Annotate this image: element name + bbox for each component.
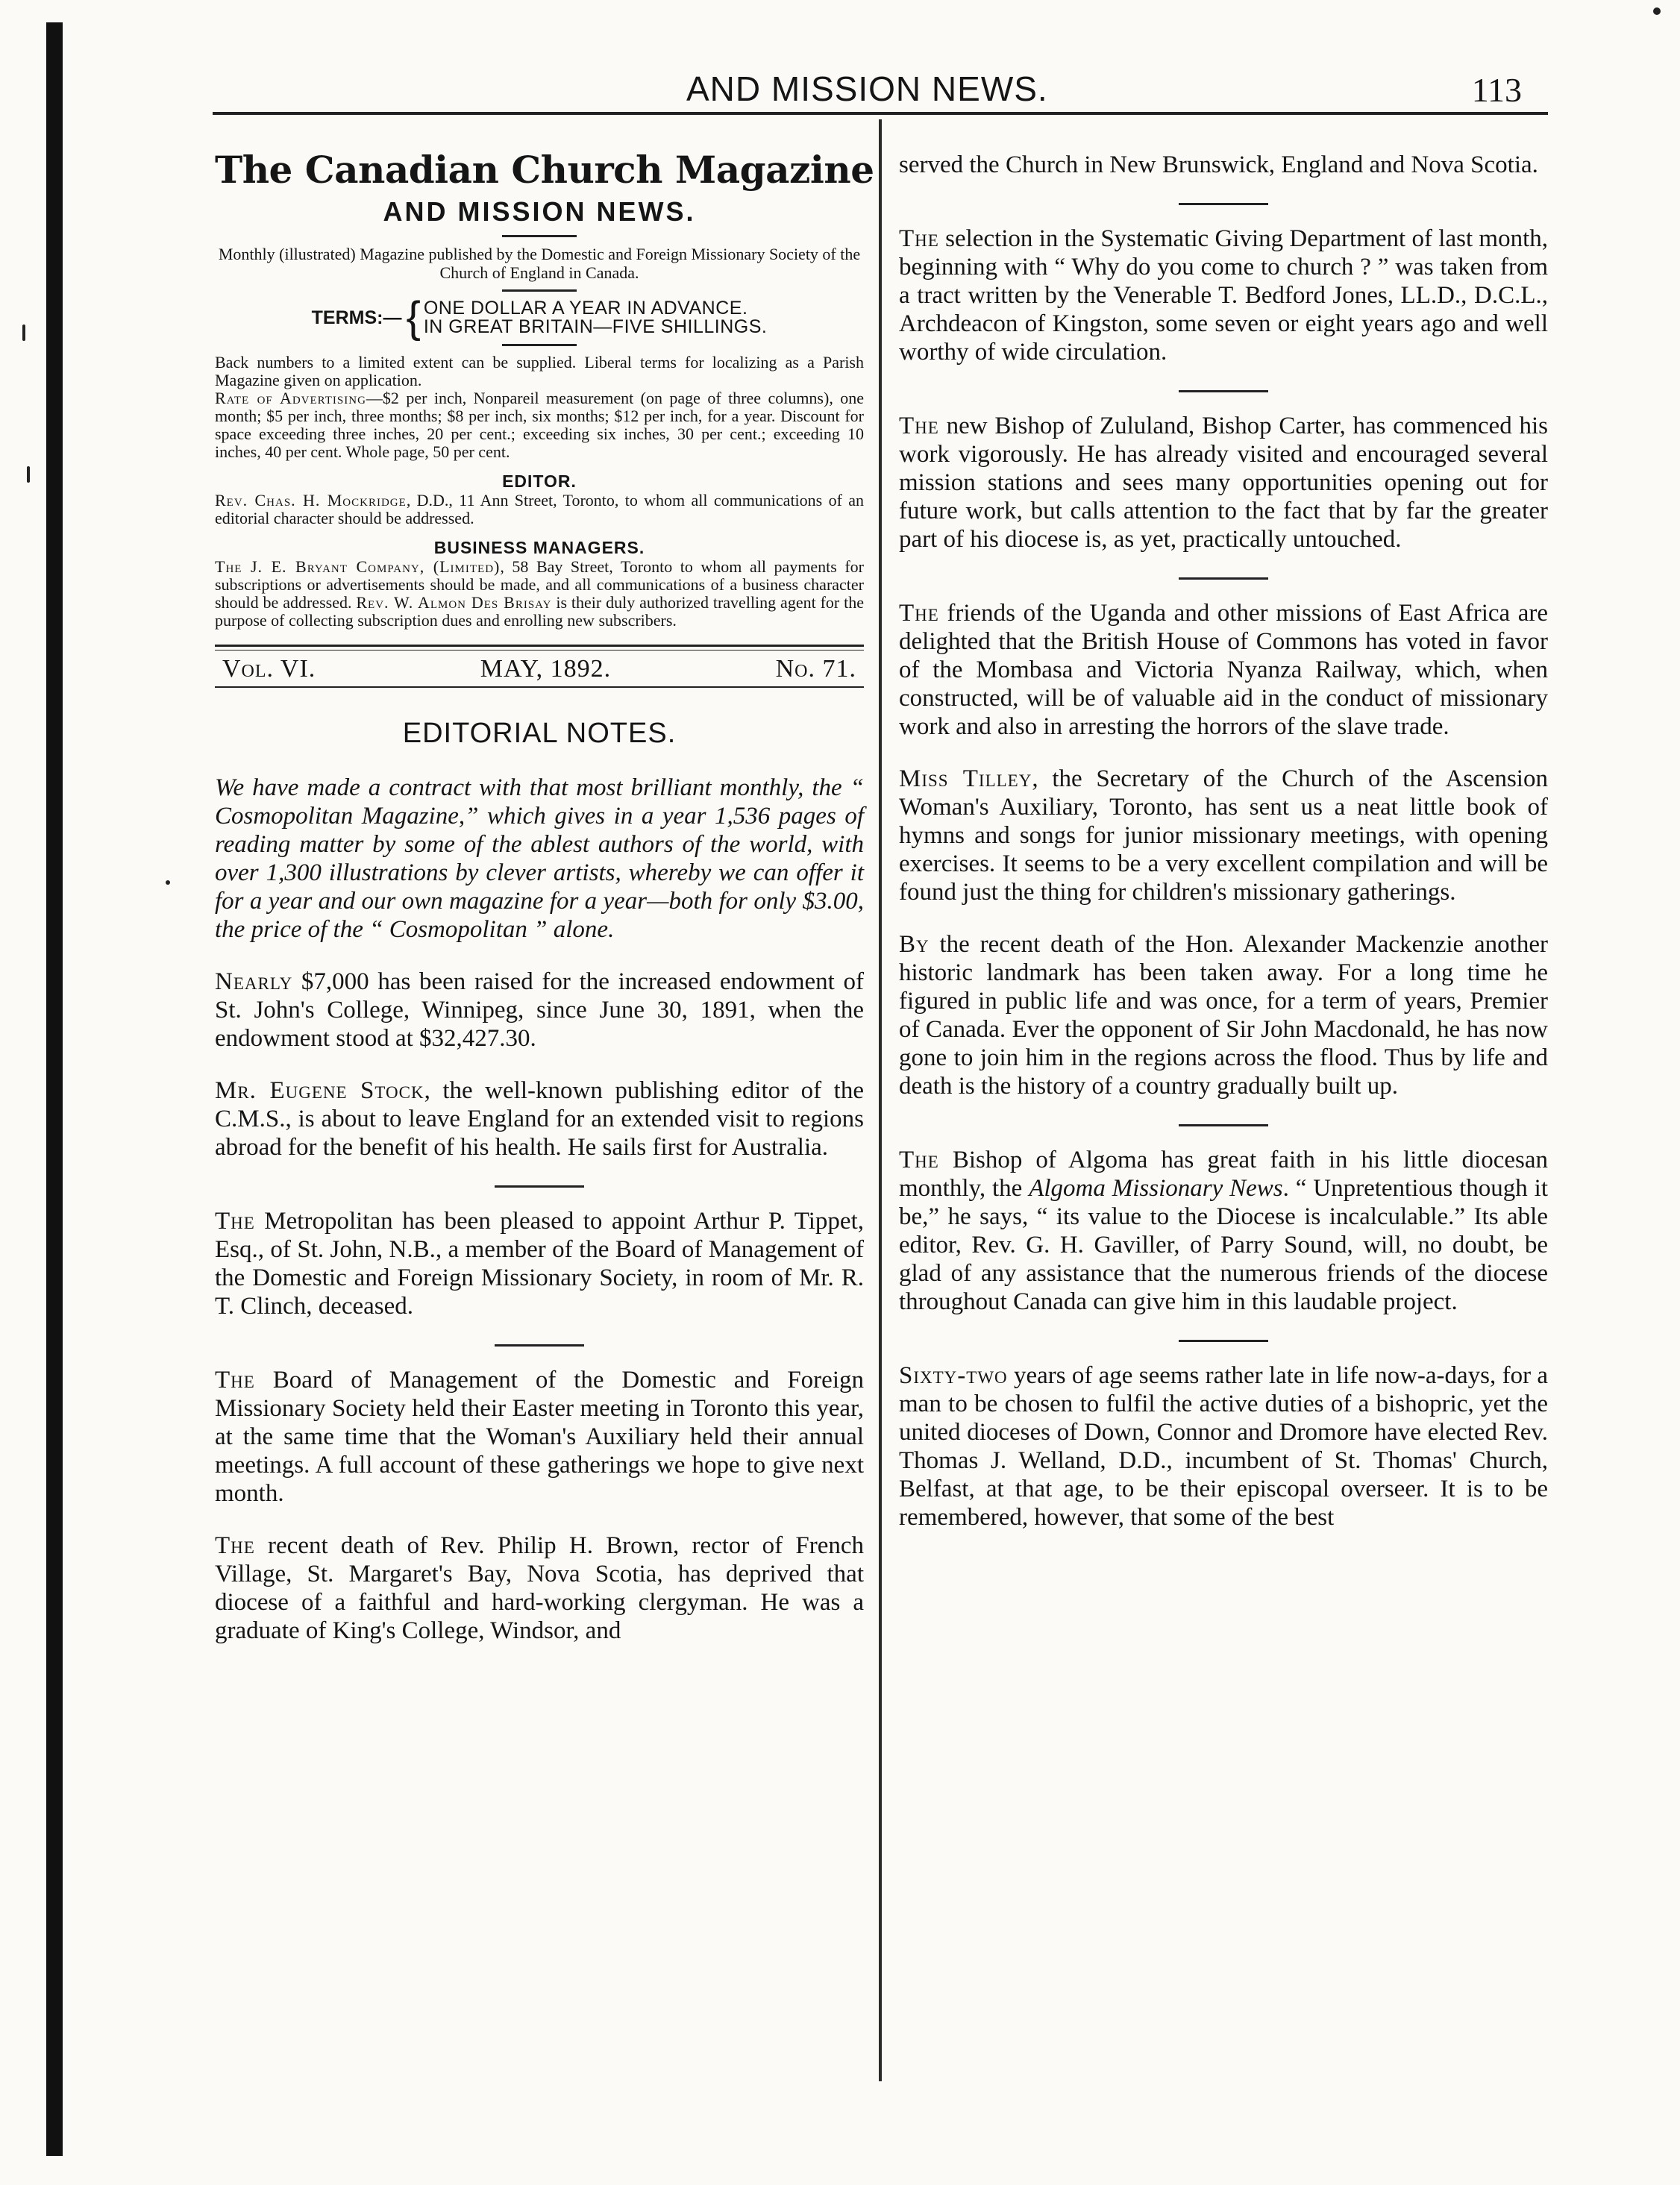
- paragraph-text: friends of the Uganda and other missions of East Africa are delighted that the British House of Commons has voted in favor of the Mombasa and Victoria Nyanza Railway, which, when constructed, will be of valuable aid in the conduct of missionary work and also in arresting the horrors of the slave trade.: [899, 600, 1548, 740]
- paragraph-text: Metropolitan has been pleased to appoint Arthur P. Tippet, Esq., of St. John, N.B., a member of the Board of Management of the Domestic and Foreign Missionary Society, in room of Mr. R. T. Clinch, deceased.: [215, 1208, 864, 1320]
- paragraph-text: new Bishop of Zululand, Bishop Carter, has commenced his work vigorously. He has already visited and encouraged several mission stations and sees many opportunities opening out for future work, but calls attention to the fact that by far the greater part of his diocese is, as yet, practically untouched.: [899, 413, 1548, 553]
- binding-edge-gap: [45, 2156, 64, 2178]
- editorial-paragraph: [899, 225, 1548, 366]
- paragraph-separator: [1179, 577, 1268, 580]
- editor-notice: [215, 492, 864, 527]
- editorial-paragraph: [899, 412, 1548, 554]
- editorial-paragraph: [215, 1076, 864, 1162]
- agent-text: is their duly authorized travelling agent for the purpose of collecting subscription dues and enrolling new subscribers.: [215, 593, 864, 630]
- paragraph-lead: Nearly: [215, 968, 293, 995]
- masthead-rule: [502, 344, 577, 346]
- managers-heading: BUSINESS MANAGERS.: [433, 538, 645, 557]
- volume-number: Vol. VI.: [222, 655, 316, 683]
- terms-line: ONE DOLLAR A YEAR IN ADVANCE.: [423, 298, 748, 319]
- terms-brace: {: [406, 293, 421, 342]
- ink-speck: [1653, 7, 1661, 15]
- editor-text: , D.D., 11 Ann Street, Toronto, to whom all communications of an editorial character should be addressed.: [215, 491, 864, 527]
- masthead-description: Monthly (illustrated) Magazine published by the Domestic and Foreign Missionary Society of the Church of England in Canada.: [218, 245, 861, 282]
- paragraph-text: selection in the Systematic Giving Department of last month, beginning with “ Why do you come to church ? ” was taken from a tract written by the Venerable T. Bedford Jones, LL.D., D.C.L., Archdeacon of Kingston, some seven or eight years ago and well worthy of wide circulation.: [899, 225, 1548, 366]
- running-title: AND MISSION NEWS.: [686, 69, 1048, 108]
- terms-lines: [424, 299, 768, 336]
- editorial-paragraph: [215, 1532, 864, 1645]
- back-numbers-notice: Back numbers to a limited extent can be supplied. Liberal terms for localizing as a Parish Magazine given on application.: [215, 353, 864, 389]
- editorial-paragraph: [215, 968, 864, 1053]
- ink-speck: [166, 880, 170, 885]
- editorial-paragraph: [899, 765, 1548, 906]
- paragraph-text: . “ Unpretentious though it be,” he says, “ its value to the Diocese is incalculable.” Its able editor, Rev. G. H. Gaviller, of Parry Sound, will, no doubt, be glad of any assistance that the numerous friends of the diocese throughout Canada can give him in this laudable project.: [899, 1175, 1548, 1315]
- editorial-paragraph: [899, 930, 1548, 1100]
- paragraph-lead: The: [899, 225, 939, 252]
- paragraph-lead: The: [899, 413, 939, 439]
- paragraph-text: the recent death of the Hon. Alexander Mackenzie another historic landmark has been taken away. For a long time he figured in public life and was once, for a term of years, Premier of Canada. Ever the opponent of Sir John Macdonald, he has now gone to join him in the regions across the flood. Thus by life and death is the history of a country gradually built up.: [899, 931, 1548, 1100]
- issue-line: [215, 655, 864, 683]
- paragraph-separator: [1179, 390, 1268, 392]
- managers-text: , 58 Bay Street, Toronto to whom all payments for subscriptions or advertisements should be made, and all communications of a business character should be addressed.: [215, 557, 864, 612]
- paragraph-separator: [1179, 203, 1268, 205]
- column-rule: [879, 119, 882, 2081]
- paragraph-lead: Mr. Eugene Stock: [215, 1077, 424, 1104]
- paragraph-separator: [495, 1344, 584, 1347]
- issue-rule-bottom: [215, 686, 864, 688]
- ink-speck: [22, 325, 25, 341]
- paragraph-separator: [495, 1185, 584, 1188]
- paragraph-lead: The: [215, 1208, 255, 1235]
- advertising-lead: Rate of Advertising: [215, 389, 366, 407]
- managers-notice: [215, 558, 864, 630]
- paragraph-lead: Miss Tilley: [899, 765, 1032, 792]
- paragraph-text: $7,000 has been raised for the increased endowment of St. John's College, Winnipeg, since June 30, 1891, when the endowment stood at $32,427.30.: [215, 968, 864, 1052]
- section-title: EDITORIAL NOTES.: [402, 718, 677, 749]
- editorial-paragraph: [899, 1361, 1548, 1532]
- agent-name: Rev. W. Almon Des Brisay: [356, 593, 552, 612]
- issue-rule: [215, 645, 864, 651]
- editorial-paragraph: [899, 151, 1548, 179]
- issue-date: MAY, 1892.: [480, 655, 612, 683]
- terms-line: IN GREAT BRITAIN—FIVE SHILLINGS.: [423, 316, 768, 337]
- paragraph-text: served the Church in New Brunswick, England and Nova Scotia.: [899, 151, 1538, 178]
- paragraph-lead: The: [215, 1367, 255, 1394]
- masthead-rule: [502, 289, 577, 292]
- paragraph-lead: The: [215, 1532, 255, 1559]
- paragraph-lead: Sixty-two: [899, 1362, 1008, 1389]
- page-number: 113: [1471, 71, 1522, 109]
- editor-name: Rev. Chas. H. Mockridge: [215, 491, 407, 510]
- advertising-rates: [215, 389, 864, 461]
- paragraph-lead: By: [899, 931, 930, 958]
- masthead-rule: [502, 235, 577, 237]
- editor-heading: EDITOR.: [502, 471, 577, 491]
- editorial-paragraph: [215, 1207, 864, 1320]
- masthead-title: The Canadian Church Magazine: [215, 148, 874, 192]
- left-column: [215, 142, 874, 1669]
- publication-title: Algoma Missionary News: [1029, 1175, 1283, 1202]
- paragraph-text: years of age seems rather late in life now-a-days, for a man to be chosen to fulfil the active duties of a bishopric, yet the united dioceses of Down, Connor and Dromore have elected Rev. Thomas J. Welland, D.D., incumbent of St. Thomas' Church, Belfast, at that age, to be their episcopal overseer. It is to be remembered, however, that some of the best: [899, 1362, 1548, 1531]
- paragraph-text: recent death of Rev. Philip H. Brown, rector of French Village, St. Margaret's Bay, Nova Scotia, has deprived that diocese of a faithful and hard-working clergyman. He was a graduate of King's College, Windsor, and: [215, 1532, 864, 1644]
- masthead-subtitle: AND MISSION NEWS.: [383, 196, 696, 227]
- paragraph-text: Board of Management of the Domestic and Foreign Missionary Society held their Easter meeting in Toronto this year, at the same time that the Woman's Auxiliary held their annual meetings. A full account of these gatherings we hope to give next month.: [215, 1367, 864, 1507]
- paragraph-separator: [1179, 1124, 1268, 1126]
- paragraph-lead: The: [899, 600, 939, 627]
- editorial-paragraph: [899, 1146, 1548, 1316]
- paragraph-text: We have made a contract with that most brilliant monthly, the “ Cosmopolitan Magazine,” which gives in a year 1,536 pages of reading matter by some of the ablest authors of the world, with over 1,300 illustrations by clever artists, whereby we can offer it for a year and our own magazine for a year—both for only $3.00, the price of the “ Cosmopolitan ” alone.: [215, 774, 864, 943]
- paragraph-text: , the Secretary of the Church of the Ascension Woman's Auxiliary, Toronto, has sent us a neat little book of hymns and songs for junior missionary meetings, with opening exercises. It seems to be a very excellent compilation and will be found just the thing for children's missionary gatherings.: [899, 765, 1548, 906]
- header-rule: [213, 112, 1548, 115]
- editorial-paragraph: [215, 774, 864, 944]
- paragraph-lead: The: [899, 1147, 939, 1173]
- editorial-paragraph: [899, 599, 1548, 741]
- paragraph-text: , the well-known publishing editor of the C.M.S., is about to leave England for an extended visit to regions abroad for the benefit of his health. He sails first for Australia.: [215, 1077, 864, 1161]
- subscription-terms: [215, 293, 864, 342]
- paragraph-separator: [1179, 1340, 1268, 1342]
- binding-edge: [46, 22, 63, 2171]
- terms-label: TERMS:—: [311, 307, 402, 328]
- ink-speck: [27, 466, 30, 483]
- right-column: [899, 142, 1548, 1555]
- managers-name: The J. E. Bryant Company, (Limited): [215, 557, 501, 576]
- editorial-paragraph: [215, 1366, 864, 1508]
- issue-number: No. 71.: [775, 655, 856, 683]
- paragraph-text: Bishop of Algoma has great faith in his little diocesan monthly, the: [899, 1147, 1548, 1202]
- advertising-text: —$2 per inch, Nonpareil measurement (on page of three columns), one month; $5 per inch, three months; $8 per inch, six months; $12 per inch, for a year. Discount for space exceeding three inches, 20 per cent.; exceeding six inches, 30 per cent.; exceeding 10 inches, 40 per cent. Whole page, 50 per cent.: [215, 389, 864, 461]
